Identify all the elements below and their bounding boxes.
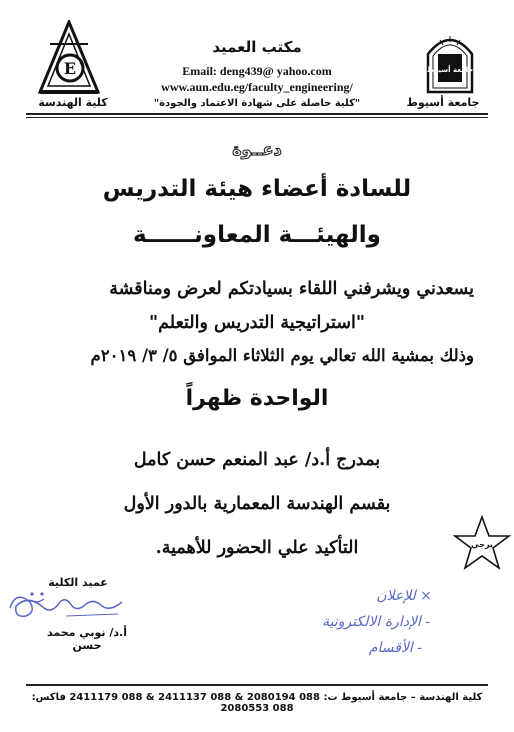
university-name: جامعة أسيوط: [406, 96, 480, 109]
header-divider-thin: [26, 117, 488, 118]
footer-divider: [26, 684, 488, 686]
distribution-line-2: - الإدارة الالكترونية: [322, 614, 430, 630]
attendance-note: التأكيد علي الحضور للأهمية.: [155, 538, 359, 558]
invitation-body-line: يسعدني ويشرفني اللقاء بسيادتكم لعرض ومناقشة: [109, 279, 474, 299]
venue-line-1: بمدرج أ.د/ عبد المنعم حسن كامل: [133, 450, 381, 470]
dean-title: عميد الكلية: [48, 576, 108, 589]
office-title: مكتب العميد: [212, 38, 302, 56]
star-label: يرجي: [471, 540, 493, 549]
header-divider: [26, 113, 488, 115]
date-line: وذلك بمشية الله تعالي يوم الثلاثاء الموافق ٥/ ٣/ ٢٠١٩م: [90, 346, 474, 365]
addressee-line-1: للسادة أعضاء هيئة التدريس: [102, 176, 412, 202]
distribution-line-1: × للإعلان: [376, 588, 432, 604]
website-url: www.aun.edu.eg/faculty_engineering/: [161, 80, 353, 94]
dean-name: أ.د/ نوبي محمد حسن: [46, 626, 128, 652]
svg-text:E: E: [63, 59, 77, 78]
accreditation-note: "كلية حاصلة على شهادة الاعتماد والجودة": [153, 98, 361, 109]
faculty-name: كلية الهندسة: [38, 96, 108, 109]
venue-line-2: بقسم الهندسة المعمارية بالدور الأول: [123, 494, 391, 514]
addressee-line-2: والهيئـــة المعاونــــــة: [133, 222, 381, 248]
topic-title: "استراتيجية التدريس والتعلم": [149, 313, 365, 333]
faculty-logo: [36, 20, 102, 96]
distribution-line-3: - الأقسام: [368, 640, 422, 656]
footer-contact: كلية الهندسة – جامعة أسيوط ت: 088 2080194 & 088 2411137 & 088 2411179 فاكس: 088 2080553: [31, 692, 483, 714]
invitation-heading: دعــوة: [232, 140, 282, 159]
email-address: Email: deng439@ yahoo.com: [182, 64, 332, 78]
dean-signature: [6, 582, 126, 628]
meeting-time: الواحدة ظهراً: [185, 386, 329, 411]
university-seal-text: جامعة أسيوط: [426, 66, 474, 74]
university-logo: [424, 30, 476, 94]
